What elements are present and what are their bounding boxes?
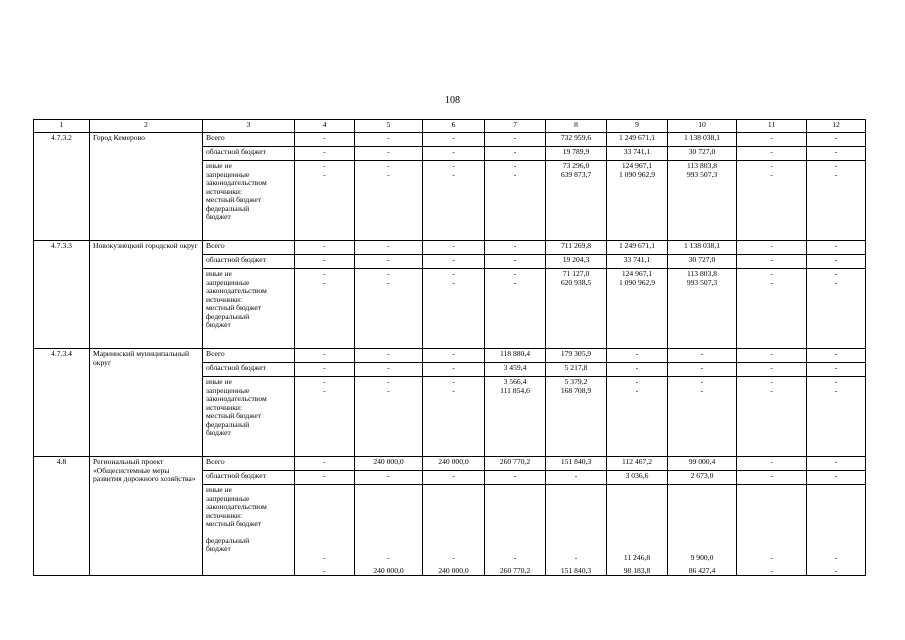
value-cell: 1 249 671,1 (607, 133, 668, 147)
value-cell: 33 741,1 (607, 255, 668, 269)
value-cell: - (423, 147, 485, 161)
column-header: 10 (668, 120, 737, 133)
value-cell: 151 840,3 (546, 457, 607, 471)
local-value: - (323, 161, 326, 170)
federal-value: 240 000,0 (373, 565, 404, 575)
section-code: 4.8 (34, 457, 90, 576)
value-cell-pair (423, 269, 485, 349)
value-cell: 99 000,4 (668, 457, 737, 471)
value-cell-pair (668, 377, 737, 457)
value-cell: - (355, 255, 423, 269)
federal-value: - (452, 277, 455, 287)
value-cell-pair (737, 377, 807, 457)
source-label-line: законодательством (206, 286, 267, 295)
section-name: Региональный проект «Общесистемные меры развития дорожного хозяйства» (90, 457, 203, 576)
source-label-line: иные не (206, 269, 232, 278)
value-cell: - (807, 241, 866, 255)
federal-value: - (513, 277, 517, 287)
source-label-line: иные не (206, 161, 232, 170)
value-cell-pair (807, 377, 866, 457)
value-cell: - (423, 133, 485, 147)
value-cell-pair (355, 269, 423, 349)
federal-value: - (770, 565, 773, 575)
value-cell-pair (485, 161, 546, 241)
local-value: 113 803,8 (686, 269, 718, 278)
value-cell: - (295, 241, 355, 255)
local-value: - (452, 161, 455, 170)
value-cell: - (737, 457, 807, 471)
source-label-line: местный бюджет (206, 303, 262, 312)
value-cell: - (737, 349, 807, 363)
source-label-line: запрещенные (206, 385, 250, 395)
value-cell: - (355, 133, 423, 147)
source-label-line: иные не (206, 485, 232, 494)
value-cell-pair (607, 269, 668, 349)
federal-value: 86 427,4 (688, 565, 716, 575)
value-cell: 3 036,6 (607, 471, 668, 485)
value-cell: - (355, 147, 423, 161)
value-cell: 179 305,9 (546, 349, 607, 363)
local-value: - (770, 161, 773, 170)
value-cell-pair (355, 377, 423, 457)
local-value: - (770, 269, 773, 278)
value-cell: - (295, 349, 355, 363)
table-body (34, 120, 866, 576)
value-cell: - (668, 363, 737, 377)
value-cell: 260 770,2 (485, 457, 546, 471)
federal-value: 639 873,7 (560, 169, 592, 179)
value-cell-pair (546, 485, 607, 576)
value-cell: - (355, 349, 423, 363)
value-cell-pair (423, 161, 485, 241)
local-value: - (387, 161, 390, 170)
local-value: 113 803,8 (686, 161, 718, 170)
federal-value: - (323, 385, 326, 395)
value-cell: 33 741,1 (607, 147, 668, 161)
federal-value: - (387, 277, 390, 287)
section-code: 4.7.3.3 (34, 241, 90, 349)
section-code: 4.7.3.4 (34, 349, 90, 457)
value-cell-pair (485, 377, 546, 457)
source-label-line: федеральный (206, 419, 250, 429)
value-cell: - (423, 363, 485, 377)
header-row (34, 120, 866, 133)
federal-value: 111 854,6 (500, 385, 530, 395)
federal-value: - (452, 385, 455, 395)
value-cell: - (737, 363, 807, 377)
value-cell: 30 727,0 (668, 147, 737, 161)
local-value: - (323, 269, 326, 278)
value-cell-pair (668, 485, 737, 576)
federal-value: 620 938,5 (560, 277, 592, 287)
local-value: 124 967,1 (621, 269, 653, 278)
value-cell: - (737, 133, 807, 147)
federal-value: - (323, 565, 326, 575)
section-code: 4.7.3.2 (34, 133, 90, 241)
column-header: 9 (607, 120, 668, 133)
sources-label-block (206, 162, 291, 222)
federal-value: 98 183,8 (623, 565, 651, 575)
value-cell: - (423, 255, 485, 269)
value-cell: 30 727,0 (668, 255, 737, 269)
federal-value: - (452, 169, 455, 179)
local-value: - (770, 377, 773, 386)
value-cell: - (355, 471, 423, 485)
federal-value: - (770, 385, 773, 395)
value-cell: - (423, 349, 485, 363)
source-label-line: законодательством (206, 394, 267, 403)
sources-label-block (206, 378, 291, 438)
local-value: - (770, 553, 773, 562)
federal-value: - (770, 277, 773, 287)
federal-value: 260 770,2 (499, 565, 531, 575)
section-name: Город Кемерово (90, 133, 203, 241)
federal-value: - (387, 169, 390, 179)
label-other-sources (203, 161, 295, 241)
value-cell: 5 217,8 (546, 363, 607, 377)
value-cell: - (807, 349, 866, 363)
source-label-line: местный бюджет (206, 519, 262, 528)
section-name: Мариинский муниципальный округ (90, 349, 203, 457)
sources-label-block (206, 270, 291, 330)
local-value: 3 566,4 (503, 377, 527, 386)
local-value: - (387, 377, 390, 386)
federal-value: - (834, 385, 838, 395)
value-cell: 1 249 671,1 (607, 241, 668, 255)
federal-value: - (834, 277, 838, 287)
source-label-line: местный бюджет (206, 411, 262, 420)
value-cell-pair (423, 485, 485, 576)
value-cell-pair (607, 161, 668, 241)
label-regional: областной бюджет (203, 471, 295, 485)
label-regional: областной бюджет (203, 147, 295, 161)
column-header: 5 (355, 120, 423, 133)
federal-value: - (834, 169, 838, 179)
label-regional: областной бюджет (203, 363, 295, 377)
value-cell: - (668, 349, 737, 363)
local-value: - (834, 269, 838, 278)
value-cell-pair (295, 269, 355, 349)
source-label-line: источники: (206, 294, 243, 304)
source-label-line: бюджет (206, 320, 231, 329)
value-cell: 19 789,9 (546, 147, 607, 161)
label-total: Всего (203, 457, 295, 471)
value-cell: 19 204,3 (546, 255, 607, 269)
local-value: 11 246,8 (623, 553, 651, 562)
value-cell-pair (546, 269, 607, 349)
value-cell: - (423, 241, 485, 255)
value-cell: 118 880,4 (485, 349, 546, 363)
section-name: Новокузнецкий городской округ (90, 241, 203, 349)
local-value: - (323, 553, 326, 562)
federal-value: 168 708,9 (560, 385, 592, 395)
source-label-line: бюджет (206, 212, 231, 221)
local-value: - (513, 161, 517, 170)
value-cell: - (423, 471, 485, 485)
local-value: - (452, 553, 455, 562)
federal-value: 151 840,3 (560, 565, 592, 575)
source-label-line: запрещенные (206, 493, 250, 503)
value-cell-pair (737, 269, 807, 349)
label-total: Всего (203, 241, 295, 255)
label-other-sources (203, 377, 295, 457)
local-value: 5 379,2 (564, 377, 588, 386)
value-cell: 3 459,4 (485, 363, 546, 377)
source-label-line: запрещенные (206, 277, 250, 287)
label-total: Всего (203, 133, 295, 147)
value-cell: - (737, 241, 807, 255)
column-header: 3 (203, 120, 295, 133)
federal-value: - (635, 385, 639, 395)
value-cell: - (807, 471, 866, 485)
value-cell: - (807, 133, 866, 147)
value-cell-pair (546, 161, 607, 241)
local-value: - (700, 377, 704, 386)
value-cell: 240 000,0 (423, 457, 485, 471)
column-header: 4 (295, 120, 355, 133)
local-value: - (387, 269, 390, 278)
value-cell-pair (295, 161, 355, 241)
value-cell: 240 000,0 (355, 457, 423, 471)
label-total: Всего (203, 349, 295, 363)
local-value: - (452, 269, 455, 278)
column-header: 6 (423, 120, 485, 133)
value-cell-pair (355, 161, 423, 241)
federal-value: - (834, 565, 838, 575)
source-label-line: запрещенные (206, 169, 250, 179)
local-value: - (513, 553, 517, 562)
local-value: - (452, 377, 455, 386)
value-cell-pair (737, 161, 807, 241)
local-value: 9 900,0 (690, 553, 714, 562)
federal-value: 993 507,3 (686, 169, 718, 179)
source-label-line: источники: (206, 186, 243, 196)
page-number: 108 (445, 95, 460, 106)
value-cell: 2 673,0 (668, 471, 737, 485)
value-cell: - (807, 255, 866, 269)
federal-value: - (323, 277, 326, 287)
value-cell: - (485, 255, 546, 269)
local-value: - (387, 553, 390, 562)
value-cell-pair (668, 269, 737, 349)
value-cell-pair (807, 269, 866, 349)
local-value: - (834, 161, 838, 170)
value-cell: - (546, 471, 607, 485)
value-cell-pair (607, 485, 668, 576)
value-cell-pair (485, 269, 546, 349)
value-cell: - (295, 133, 355, 147)
column-header: 11 (737, 120, 807, 133)
value-cell: 732 959,6 (546, 133, 607, 147)
value-cell-pair (423, 377, 485, 457)
value-cell: - (737, 147, 807, 161)
value-cell: 112 467,2 (607, 457, 668, 471)
value-cell-pair (355, 485, 423, 576)
value-cell-pair (295, 377, 355, 457)
federal-value: - (700, 385, 704, 395)
value-cell: - (295, 457, 355, 471)
value-cell: - (737, 471, 807, 485)
federal-value: - (323, 169, 326, 179)
value-cell: - (807, 457, 866, 471)
local-value: - (834, 553, 838, 562)
federal-value: 1 090 962,9 (618, 169, 656, 179)
value-cell: - (485, 241, 546, 255)
source-label-line: источники: (206, 510, 243, 520)
source-label-line: источники: (206, 402, 243, 412)
column-header: 1 (34, 120, 90, 133)
section-total-row (34, 133, 866, 147)
local-value: 71 127,0 (562, 269, 590, 278)
value-cell: - (355, 241, 423, 255)
value-cell-pair (807, 161, 866, 241)
value-cell: - (485, 147, 546, 161)
section-total-row (34, 457, 866, 471)
local-value: 124 967,1 (621, 161, 653, 170)
sources-label-block (206, 486, 291, 554)
federal-value: - (513, 169, 517, 179)
source-label-line: бюджет (206, 428, 231, 437)
local-value: - (513, 269, 517, 278)
budget-table (33, 119, 866, 576)
value-cell: - (295, 471, 355, 485)
label-regional: областной бюджет (203, 255, 295, 269)
local-value: - (574, 553, 578, 562)
column-header: 12 (807, 120, 866, 133)
value-cell-pair (295, 485, 355, 576)
value-cell-pair (807, 485, 866, 576)
label-other-sources (203, 269, 295, 349)
local-value: - (635, 377, 639, 386)
value-cell: - (737, 255, 807, 269)
value-cell: - (807, 363, 866, 377)
value-cell-pair (668, 161, 737, 241)
source-label-line: федеральный (206, 311, 250, 321)
source-label-line: законодательством (206, 178, 267, 187)
value-cell: - (485, 133, 546, 147)
section-total-row (34, 349, 866, 363)
source-label-line: федеральный (206, 203, 250, 213)
source-label-line: иные не (206, 377, 232, 386)
source-label-line: федеральный (206, 535, 250, 545)
value-cell: - (295, 255, 355, 269)
value-cell-pair (737, 485, 807, 576)
value-cell: - (607, 349, 668, 363)
value-cell: - (295, 147, 355, 161)
source-label-line: законодательством (206, 502, 267, 511)
federal-value: 1 090 962,9 (618, 277, 656, 287)
source-label-line: местный бюджет (206, 195, 262, 204)
value-cell: - (355, 363, 423, 377)
section-total-row (34, 241, 866, 255)
value-cell: - (295, 363, 355, 377)
value-cell: 1 138 038,1 (668, 241, 737, 255)
federal-value: - (387, 385, 390, 395)
local-value: - (323, 377, 326, 386)
federal-value: 240 000,0 (438, 565, 469, 575)
value-cell-pair (607, 377, 668, 457)
column-header: 2 (90, 120, 203, 133)
value-cell: 1 138 038,1 (668, 133, 737, 147)
federal-value: 993 507,3 (686, 277, 718, 287)
value-cell: - (607, 363, 668, 377)
federal-value: - (770, 169, 773, 179)
value-cell: - (485, 471, 546, 485)
value-cell-pair (485, 485, 546, 576)
source-label-line: бюджет (206, 544, 231, 553)
column-header: 8 (546, 120, 607, 133)
value-cell: - (807, 147, 866, 161)
value-cell: 711 269,8 (546, 241, 607, 255)
label-other-sources (203, 485, 295, 576)
local-value: 73 296,0 (562, 161, 590, 170)
value-cell-pair (546, 377, 607, 457)
local-value: - (834, 377, 838, 386)
column-header: 7 (485, 120, 546, 133)
